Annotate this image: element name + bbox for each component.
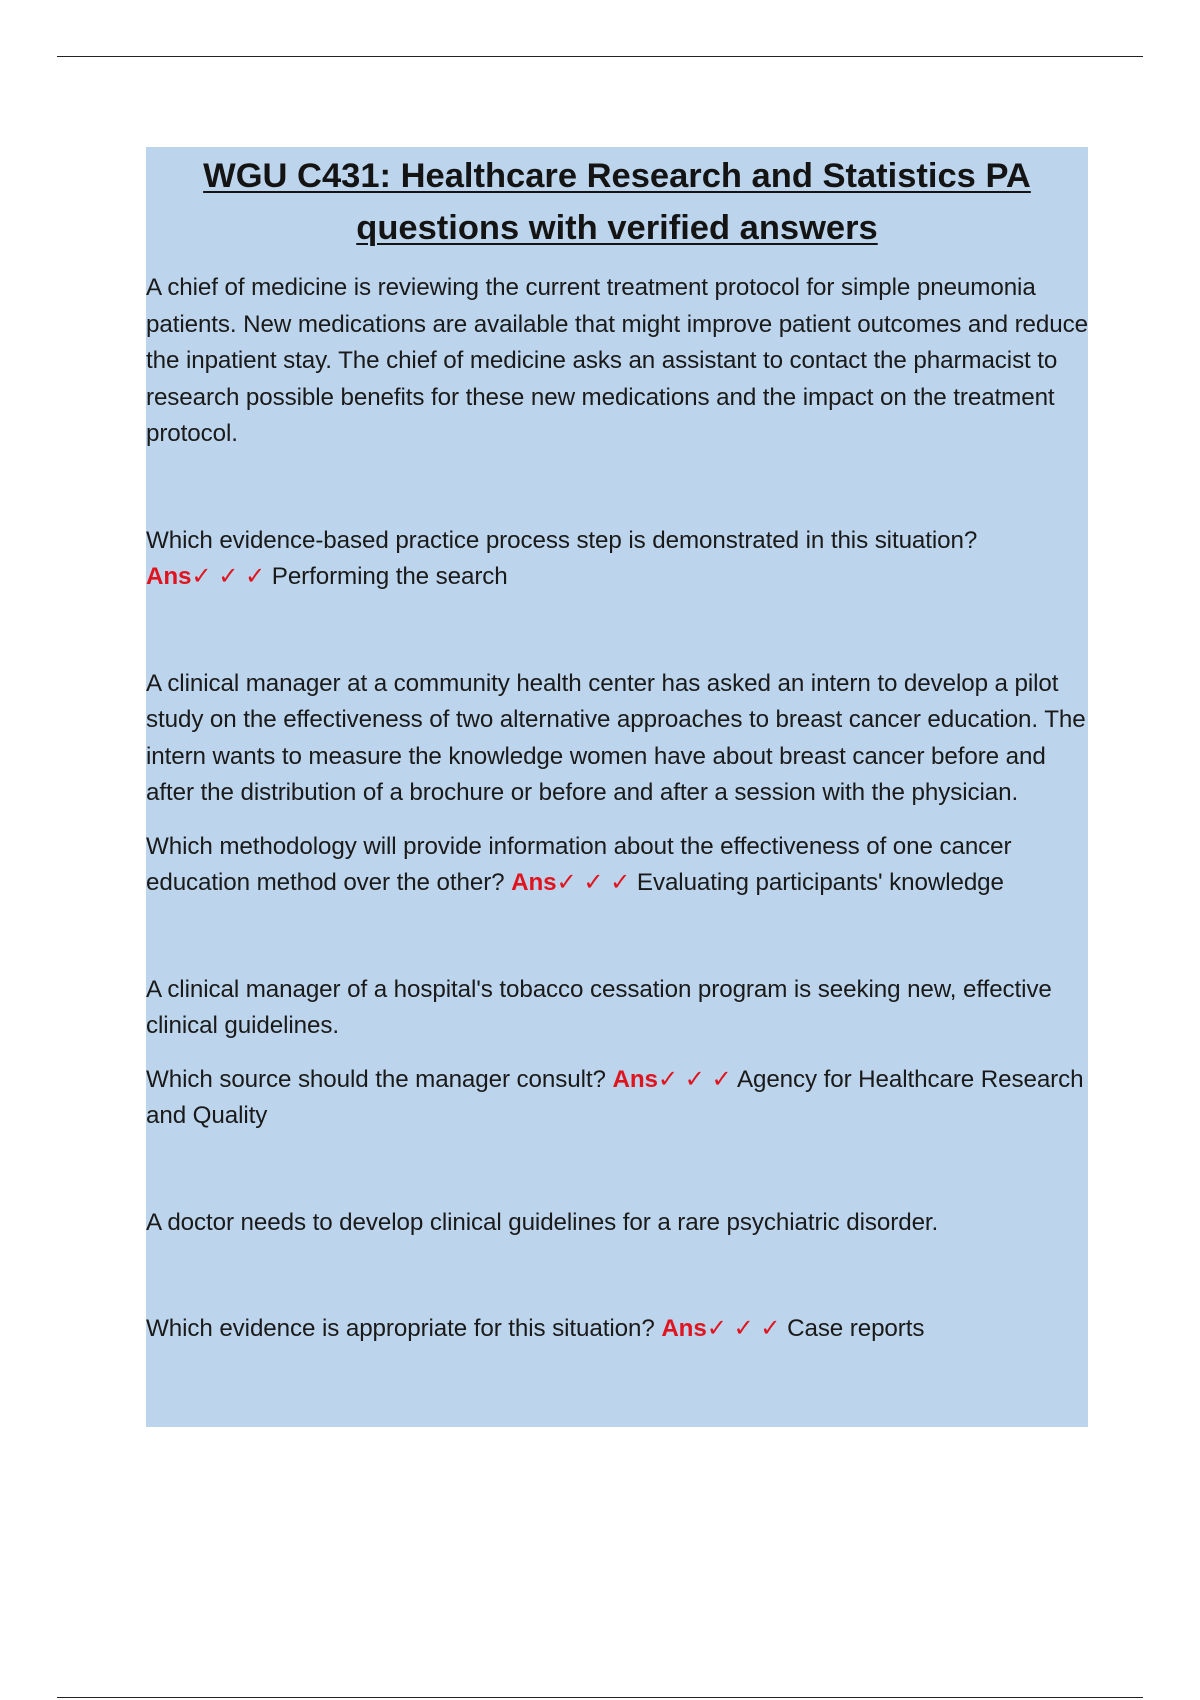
answer-text: Agency for Healthcare Research and Quality: [146, 1065, 1084, 1129]
footer-rule: [57, 1697, 1143, 1698]
answer-text: Performing the search: [271, 563, 508, 590]
scenario-1: A chief of medicine is reviewing the current treatment protocol for simple pneumonia patients. New medications are available that might improve patient outcomes and reduce the inpatient stay. The chief of medicine asks an assistant to contact the pharmacist to research possible benefits for these new medications and the impact on the treatment protocol.: [146, 274, 1088, 447]
answer-label: Ans: [511, 869, 557, 896]
check-marks-icon: ✓ ✓ ✓: [191, 563, 266, 590]
question-text: Which evidence-based practice process step is demonstrated in this situation?: [146, 526, 978, 554]
scenario-2: A clinical manager at a community health center has asked an intern to develop a pilot study on the effectiveness of two alternative approaches to breast cancer education. The intern wants to measure the knowledge women have about breast cancer before and after the distribution of a brochure or before and after a session with the physician.: [146, 669, 1086, 806]
scenario-3: A clinical manager of a hospital's tobacco cessation program is seeking new, effective clinical guidelines.: [146, 975, 1052, 1039]
answer-label: Ans: [661, 1315, 707, 1342]
header-rule: [57, 56, 1143, 57]
check-marks-icon: ✓ ✓ ✓: [556, 869, 631, 896]
answer-text: Evaluating participants' knowledge: [636, 869, 1004, 896]
question-text: Which methodology will provide information about the effectiveness of one cancer education method over the other?: [146, 832, 1012, 896]
question-1: [146, 523, 1088, 596]
answer-label: Ans: [612, 1065, 658, 1093]
answer-label: Ans: [146, 563, 192, 590]
question-text: Which source should the manager consult?: [146, 1065, 606, 1093]
scenario-4: A doctor needs to develop clinical guidelines for a rare psychiatric disorder.: [146, 1208, 939, 1236]
answer-text: Case reports: [787, 1315, 925, 1342]
question-2: [146, 829, 1088, 902]
check-marks-icon: ✓ ✓ ✓: [706, 1315, 781, 1342]
document-title: WGU C431: Healthcare Research and Statistics PA questions with verified answers: [203, 157, 1031, 247]
question-4: [146, 1311, 1088, 1348]
question-text: Which evidence is appropriate for this situation?: [146, 1315, 655, 1342]
document-body: [146, 147, 1088, 1427]
check-marks-icon: ✓ ✓ ✓: [657, 1065, 732, 1093]
question-3: [146, 1062, 1088, 1135]
